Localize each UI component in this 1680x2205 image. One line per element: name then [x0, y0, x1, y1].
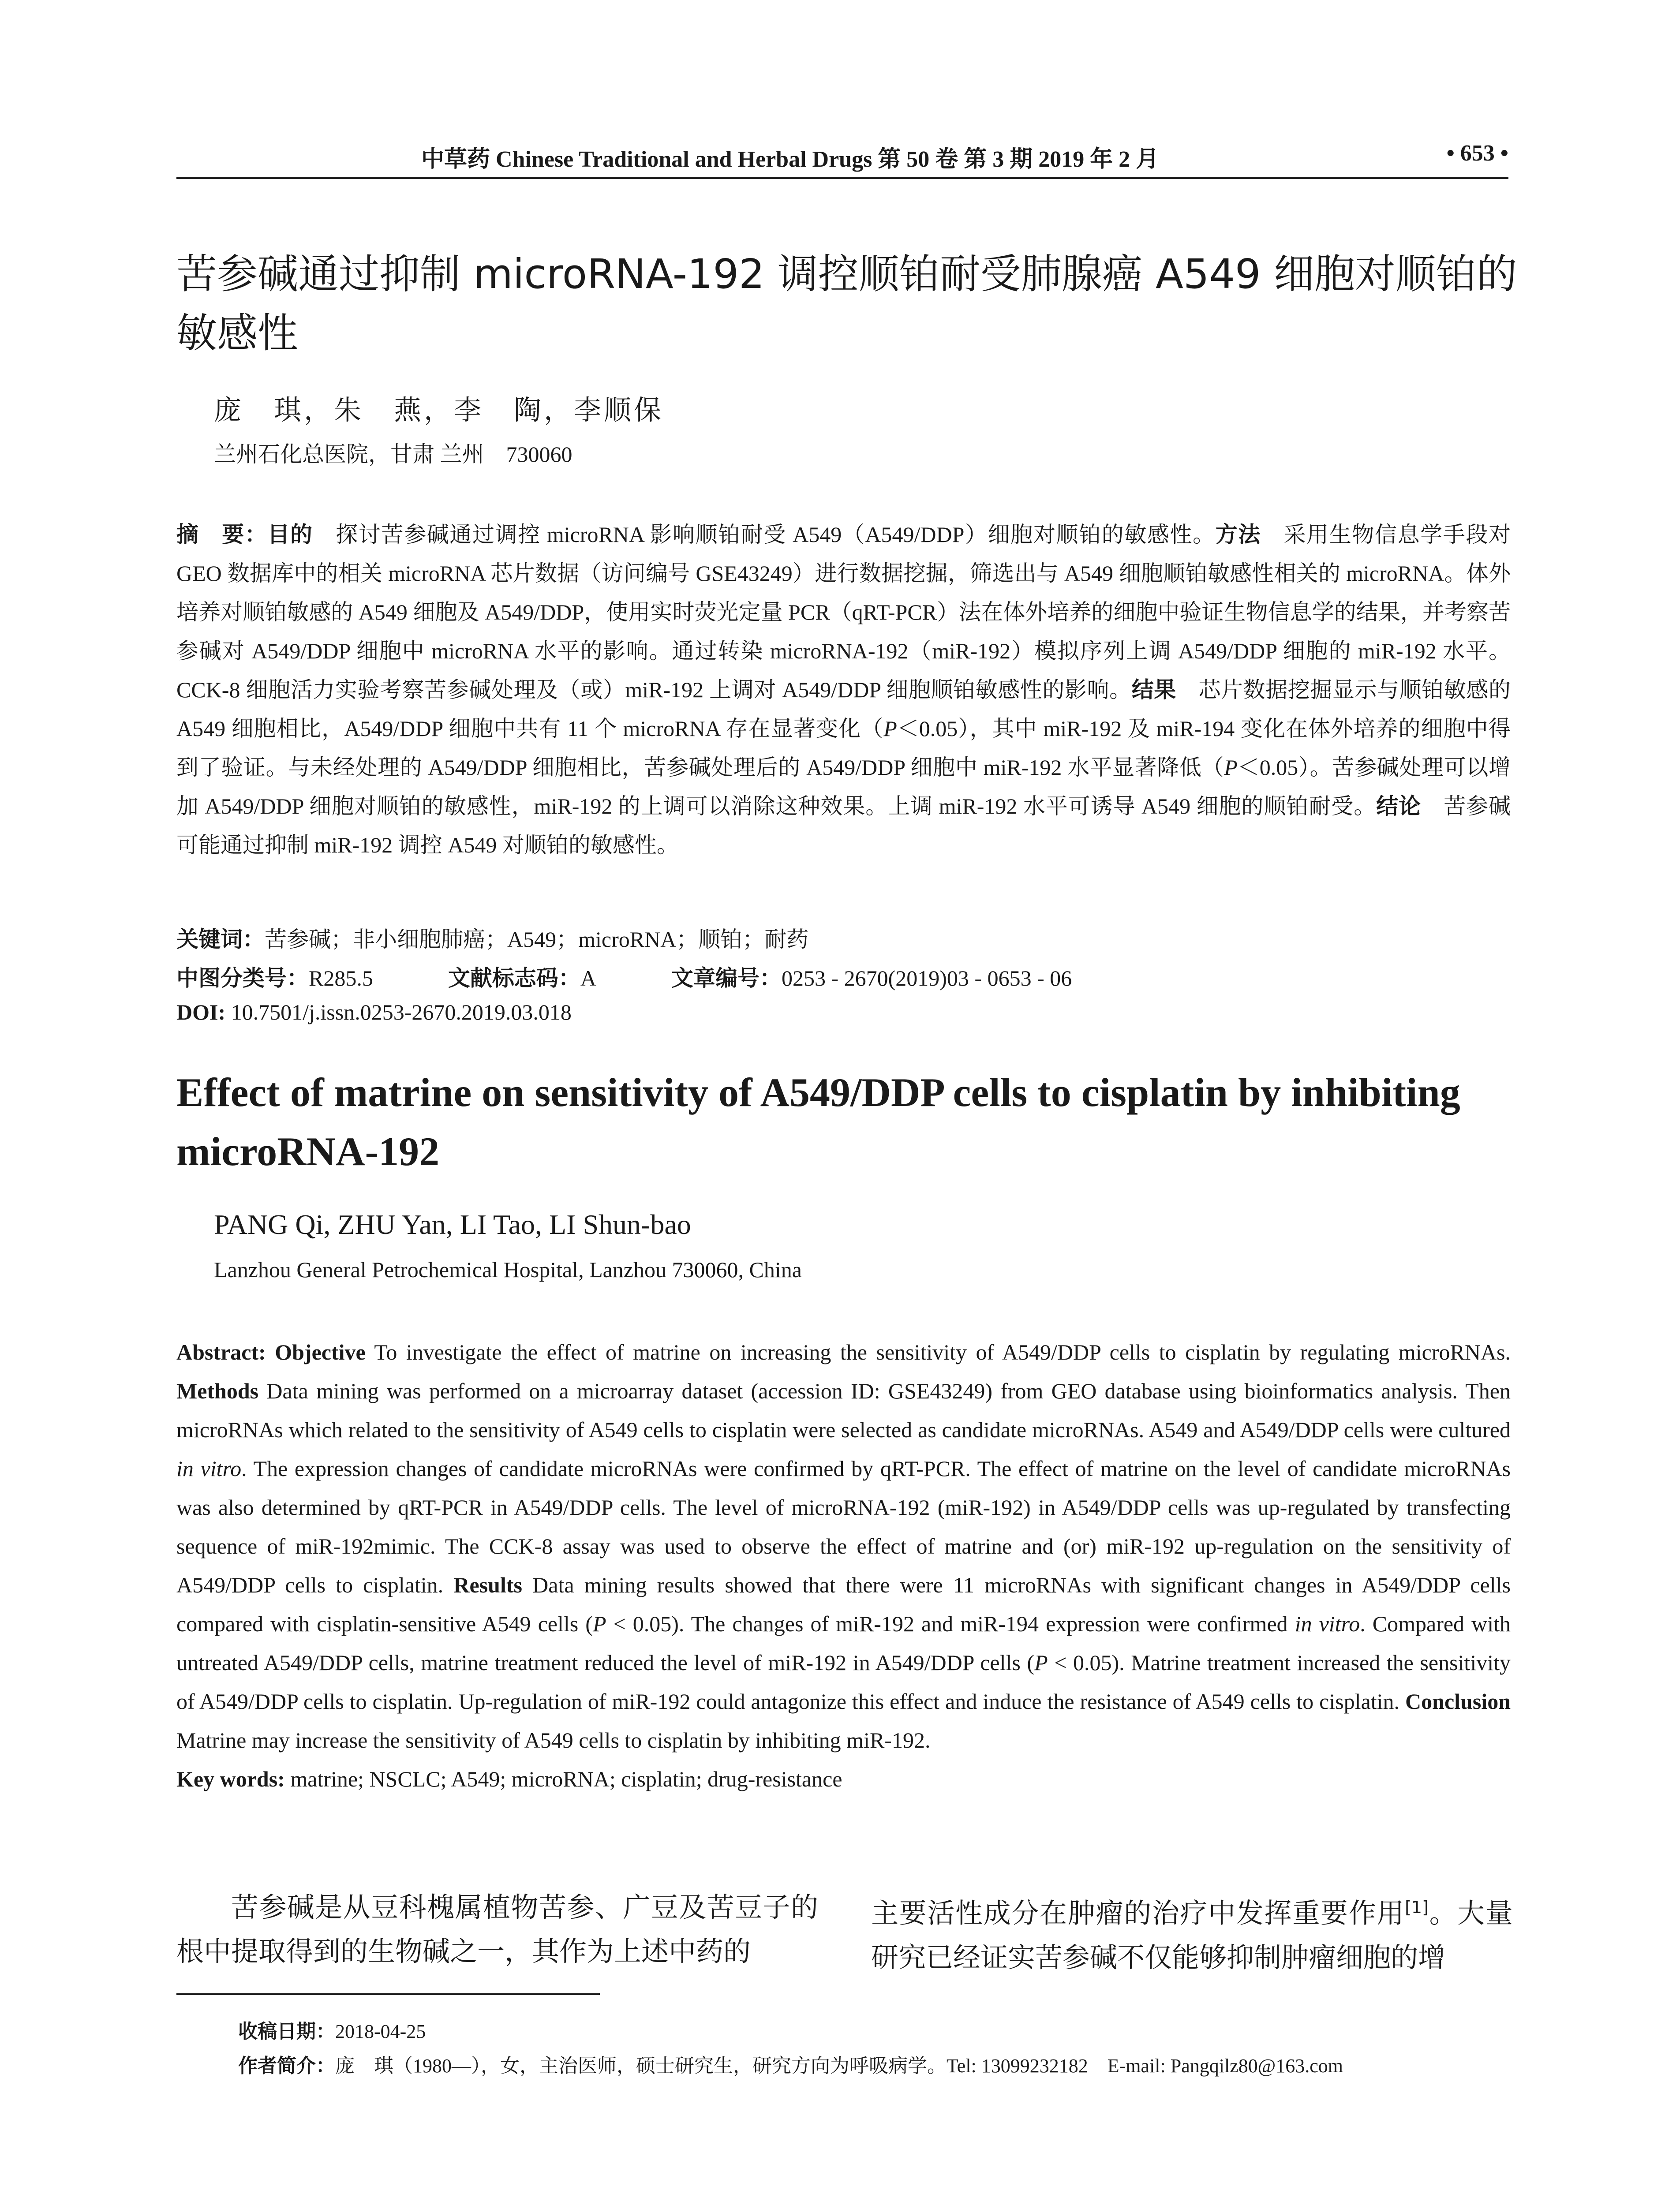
results-text: . Compared with untreated A549/DDP cells, matrine treatment reduced the level of miR-192 in A549/DDP cells ( [176, 1611, 1511, 1675]
objective-text: 探讨苦参碱通过调控 microRNA 影响顺铂耐受 A549（A549/DDP）细胞对顺铂的敏感性。 [313, 522, 1216, 547]
chinese-abstract [176, 515, 1511, 864]
results-label: 结果 [1131, 677, 1176, 703]
received-label: 收稿日期： [238, 2020, 335, 2043]
objective-label: Objective [266, 1340, 366, 1364]
reference-marker[interactable]: [1] [1405, 1898, 1429, 1917]
objective-label: 目的 [267, 522, 313, 547]
results-text: Data mining results showed that there were 11 microRNAs with significant changes in A549/DDP cells compared with cisplatin-sensitive A549 cells ( [176, 1573, 1511, 1636]
keywords-label: 关键词： [176, 927, 265, 952]
doc-code-value: A [580, 966, 596, 990]
english-abstract [176, 1333, 1511, 1798]
methods-text: Data mining was performed on a microarray dataset (accession ID: GSE43249) from GEO database using bioinformatics analysis. Then microRNAs which related to the sensitivity of A549 cells to cisplatin were selected as candidate microRNAs. A549 and A549/DDP cells were cultured [176, 1379, 1511, 1442]
keywords-label: Key words: [176, 1767, 285, 1791]
p-value-symbol: P [1034, 1650, 1048, 1675]
conclusion-text: 苦参碱可能通过抑制 miR-192 调控 A549 对顺铂的敏感性。 [176, 794, 1511, 857]
results-text: < 0.05). Matrine treatment increased the sensitivity of A549/DDP cells to cisplatin. Up-regulation of miR-192 could antagonize this effect and induce the resistance of A549 cells to cisplatin. [176, 1650, 1511, 1714]
methods-label: 方法 [1215, 522, 1261, 547]
body-column-right [871, 1885, 1513, 1980]
english-title: Effect of matrine on sensitivity of A549/DDP cells to cisplatin by inhibiting microRNA-192 [176, 1070, 1460, 1174]
results-text: ＜0.05）。苦参碱处理可以增加 A549/DDP 细胞对顺铂的敏感性，miR-192 的上调可以消除这种效果。上调 miR-192 水平可诱导 A549 细胞的顺铂耐受。 [176, 755, 1511, 818]
doi-value: 10.7501/j.issn.0253-2670.2019.03.018 [225, 1000, 572, 1024]
doi-line [176, 999, 572, 1025]
chinese-affiliation: 兰州石化总医院，甘肃 兰州 730060 [214, 442, 572, 467]
in-vitro-term: in vitro [176, 1456, 242, 1481]
bio-label: 作者简介： [238, 2055, 335, 2077]
bio-text: 庞 琪（1980—），女，主治医师，硕士研究生，研究方向为呼吸病学。Tel: 13099232182 E-mail: Pangqilz80@163.com [335, 2055, 1343, 2077]
conclusion-text: Matrine may increase the sensitivity of A549 cells to cisplatin by inhibiting miR-192. [176, 1728, 931, 1753]
keywords-text: 苦参碱；非小细胞肺癌；A549；microRNA；顺铂；耐药 [265, 927, 809, 952]
objective-text: To investigate the effect of matrine on increasing the sensitivity of A549/DDP cells to cisplatin by regulating microRNAs. [365, 1340, 1511, 1364]
page-number: • 653 • [1446, 141, 1508, 166]
body-text: 主要活性成分在肿瘤的治疗中发挥重要作用 [871, 1897, 1405, 1929]
in-vitro-term: in vitro [1295, 1611, 1360, 1636]
p-value-symbol: P [883, 716, 897, 741]
journal-issue-line: 中草药 Chinese Traditional and Herbal Drugs 第 50 卷 第 3 期 2019 年 2 月 [421, 147, 1159, 172]
english-affiliation: Lanzhou General Petrochemical Hospital, Lanzhou 730060, China [214, 1257, 802, 1282]
received-date-footnote [238, 2015, 426, 2044]
chinese-title: 苦参碱通过抑制 microRNA-192 调控顺铂耐受肺腺癌 A549 细胞对顺铂的敏感性 [176, 250, 1517, 357]
header-rule [176, 177, 1508, 179]
chinese-authors: 庞 琪，朱 燕，李 陶，李顺保 [214, 396, 664, 426]
results-text: 芯片数据挖掘显示与顺铂敏感的 A549 细胞相比，A549/DDP 细胞中共有 11 个 microRNA 存在显著变化（ [176, 677, 1511, 741]
results-text: ＜0.05），其中 miR-192 及 miR-194 变化在体外培养的细胞中得到了验证。与未经处理的 A549/DDP 细胞相比，苦参碱处理后的 A549/DDP 细胞中 miR-192 水平显著降低（ [176, 716, 1511, 780]
conclusion-label: Conclusion [1405, 1689, 1511, 1714]
footnote-rule [176, 1993, 600, 1995]
body-column-left: 苦参碱是从豆科槐属植物苦参、广豆及苦豆子的根中提取得到的生物碱之一，其作为上述中药的 [176, 1891, 818, 1967]
p-value-symbol: P [1224, 755, 1238, 780]
methods-text: 采用生物信息学手段对 GEO 数据库中的相关 microRNA 芯片数据（访问编号 GSE43249）进行数据挖掘，筛选出与 A549 细胞顺铂敏感性相关的 microRNA。体外培养对顺铂敏感的 A549 细胞及 A549/DDP，使用实时荧光定量 PCR（qRT-PCR）法在体外培养的细胞中验证生物信息学的结果，并考察苦参碱对 A549/DDP 细胞中 microRNA 水平的影响。通过转染 microRNA-192（miR-192）模拟序列上调 A549/DDP 细胞的 miR-192 水平。CCK-8 细胞活力实验考察苦参碱处理及（或）miR-192 上调对 A549/DDP 细胞顺铂敏感性的影响。 [176, 522, 1511, 702]
clc-value: R285.5 [309, 966, 373, 990]
body-text: 。大量研究已经证实苦参碱不仅能够抑制肿瘤细胞的增 [871, 1897, 1513, 1973]
p-value-symbol: P [592, 1611, 606, 1636]
abstract-label: Abstract: [176, 1340, 266, 1364]
clc-label: 中图分类号： [176, 965, 309, 991]
chinese-keywords [176, 922, 808, 953]
conclusion-label: 结论 [1376, 793, 1422, 819]
methods-label: Methods [176, 1379, 259, 1403]
english-authors: PANG Qi, ZHU Yan, LI Tao, LI Shun-bao [214, 1209, 691, 1240]
classification-line [176, 960, 1072, 992]
abstract-label: 摘 要： [176, 522, 268, 547]
results-text: < 0.05). The changes of miR-192 and miR-194 expression were confirmed [606, 1611, 1295, 1636]
keywords-text: matrine; NSCLC; A549; microRNA; cisplatin; drug-resistance [284, 1767, 842, 1791]
received-date: 2018-04-25 [335, 2021, 426, 2042]
author-bio-footnote [238, 2050, 1343, 2078]
methods-text: . The expression changes of candidate microRNAs were confirmed by qRT-PCR. The effect of matrine on the level of candidate microRNAs was also determined by qRT-PCR in A549/DDP cells. The level of microRNA-192 (miR-192) in A549/DDP cells was up-regulated by transfecting sequence of miR-192mimic. The CCK-8 assay was used to observe the effect of matrine and (or) miR-192 up-regulation on the sensitivity of A549/DDP cells to cisplatin. [176, 1456, 1511, 1597]
running-header [176, 140, 1508, 176]
doc-code-label: 文献标志码： [448, 965, 580, 991]
doi-label: DOI: [176, 1000, 226, 1024]
article-number-label: 文章编号： [671, 965, 782, 991]
results-label: Results [453, 1573, 522, 1597]
article-number-value: 0253 - 2670(2019)03 - 0653 - 06 [781, 966, 1072, 990]
